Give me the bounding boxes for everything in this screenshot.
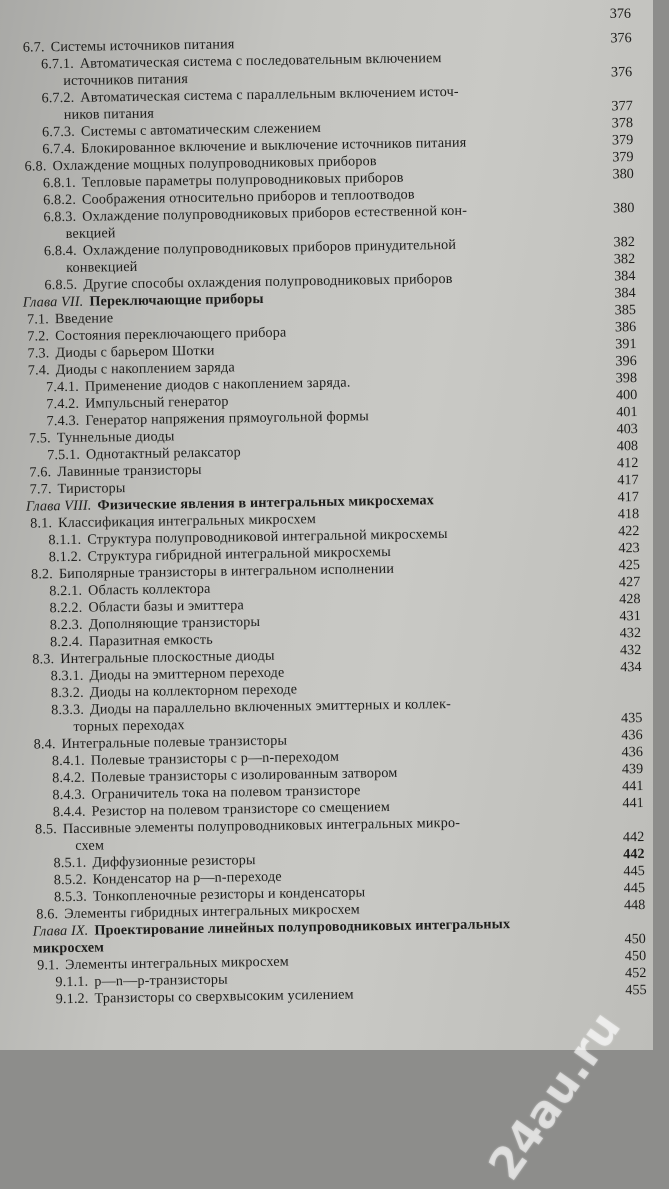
toc-entry [33, 939, 104, 956]
toc-entry-title: Другие способы охлаждения полупроводниковых приборов [83, 270, 453, 293]
toc-entry [23, 36, 235, 55]
toc-entry-number: 6.8. [24, 158, 47, 175]
toc-entry-number: 8.2.3. [49, 616, 83, 634]
toc-entry-title: Тиристоры [57, 480, 126, 498]
toc-entry-number: 7.4.3. [46, 412, 80, 430]
toc-entry-number: 8.3. [32, 651, 55, 668]
toc-entry-number: 7.4.2. [46, 395, 80, 413]
toc-entry-title: Состояния переключающего прибора [55, 324, 287, 345]
toc-entry [46, 393, 229, 412]
toc-entry-title: Диффузионные резисторы [92, 852, 256, 871]
toc-entry-number: 7.5.1. [47, 446, 81, 464]
toc-entry-number: Глава IX. [32, 922, 89, 940]
toc-entry-page: 427 [618, 574, 641, 591]
toc-entry-title: Тонкопленочные резисторы и конденсаторы [92, 884, 366, 905]
toc-entry-title: p—n—p-транзисторы [94, 971, 228, 990]
toc-entry-title: Введение [54, 310, 114, 328]
toc-entry-title: Однотактный релаксатор [85, 444, 241, 463]
toc-entry [50, 614, 261, 633]
toc-entry-page: 396 [615, 353, 637, 370]
toc-entry-title: Применение диодов с накоплением заряда. [84, 374, 351, 395]
toc-entry-page: 439 [621, 760, 644, 778]
toc-entry-number: 9.1. [37, 957, 60, 974]
toc-entry-title: Паразитная емкость [88, 631, 213, 650]
toc-entry-title: Транзисторы со сверхвысоким усилением [94, 986, 354, 1007]
toc-entry [27, 343, 214, 362]
toc-entry-page: 418 [617, 506, 640, 523]
toc-entry-number: 8.2.2. [49, 599, 83, 617]
toc-entry-page: 376 [610, 30, 632, 47]
toc-entry-number: 7.3. [27, 345, 50, 362]
toc-entry-page: 442 [622, 828, 645, 846]
chapter-heading [23, 291, 264, 311]
toc-entry-title: Системы с автоматическим слежением [80, 119, 322, 140]
toc-entry-number: 8.5.3. [53, 888, 88, 906]
toc-entry-number: 6.8.2. [43, 191, 77, 209]
toc-entry [64, 106, 154, 123]
toc-entry-title: Резистор на полевом транзисторе со смещением [91, 798, 391, 820]
toc-entry-title: торных переходах [73, 717, 185, 735]
toc-entry-page: 403 [616, 421, 638, 438]
toc-entry-title: Диоды на коллекторном переходе [89, 681, 298, 701]
toc-entry-page: 441 [622, 794, 644, 812]
toc-entry-title: Классификация интегральных микросхем [57, 511, 317, 532]
toc-entry-number: 8.6. [36, 906, 59, 923]
toc-entry-page: 386 [614, 319, 637, 336]
toc-entry-page: 398 [615, 370, 638, 387]
toc-entry [49, 581, 211, 600]
toc-entry-number: 8.5.1. [53, 854, 87, 872]
toc-entry-title: ников питания [63, 105, 155, 124]
toc-entry [53, 852, 255, 871]
toc-entry-page: 379 [611, 132, 634, 149]
top-page-number: 376 [609, 6, 631, 22]
toc-entry-page: 452 [624, 964, 647, 982]
toc-entry-number: 7.7. [29, 481, 52, 498]
toc-entry-title: Пассивные элементы полупроводниковых интегральных микро- [62, 814, 461, 838]
toc-entry-page: 385 [614, 302, 637, 319]
toc-entry-page: 448 [623, 896, 646, 914]
toc-entry-number: 7.5. [28, 430, 51, 447]
toc-entry-title: Блокированное включение и выключение источников питания [81, 134, 467, 157]
toc-entry-title: Соображения относительно приборов и теплоотводов [81, 186, 415, 208]
toc-entry-page: 441 [622, 777, 644, 795]
toc-entry-title: Полевые транзисторы с изолированным затвором [90, 764, 398, 786]
toc-entry-title: Импульсный генератор [85, 393, 229, 412]
toc-entry-page: 436 [621, 726, 643, 744]
toc-entry-number: Глава VII. [22, 293, 84, 311]
toc-entry-number: 8.1.2. [48, 548, 82, 566]
toc-entry-page: 445 [623, 862, 645, 880]
toc-entry-title: Туннельные диоды [56, 428, 175, 447]
toc-entry [56, 987, 354, 1008]
toc-entry-page: 445 [623, 879, 646, 897]
toc-entry-number: 8.5.2. [53, 871, 87, 889]
toc-entry-number: 7.2. [27, 328, 50, 345]
toc-entry [29, 462, 201, 481]
toc-entry-number: 6.8.3. [43, 208, 77, 226]
toc-entry-number: 6.7.1. [40, 55, 74, 73]
toc-entry-page: 417 [617, 489, 640, 506]
toc-entry-title: Область коллектора [87, 580, 211, 599]
toc-entry-title: Интегральные полевые транзисторы [61, 732, 288, 753]
toc-entry [28, 359, 235, 378]
toc-entry-page: 384 [614, 285, 636, 302]
toc-entry-page: 450 [624, 930, 646, 948]
toc-entry-page: 401 [616, 404, 638, 421]
toc-entry-number: 6.7.4. [42, 140, 76, 158]
toc-entry-number: 8.2.4. [49, 633, 84, 651]
toc-entry-page: 432 [619, 642, 642, 659]
toc-entry-page: 434 [620, 659, 642, 676]
toc-entry-number: 6.7.3. [41, 123, 76, 141]
toc-entry-title: Элементы интегральных микросхем [64, 953, 289, 974]
toc-entry-title: Генератор напряжения прямоугольной формы [85, 408, 369, 429]
toc-entry-number: 6.8.5. [44, 276, 78, 294]
toc-entry-title: Диоды с накоплением заряда [55, 359, 235, 379]
toc-entry-title: Переключающие приборы [89, 290, 264, 310]
toc-entry [75, 837, 104, 853]
toc-entry-number: 7.4.1. [45, 378, 80, 396]
toc-entry-number: 8.1. [30, 515, 53, 532]
toc-entry-page: 423 [618, 540, 640, 557]
toc-entry-title: микросхем [32, 939, 105, 957]
toc-entry-page: 435 [620, 709, 643, 727]
toc-entry-title: Охлаждение мощных полупроводниковых приборов [52, 153, 377, 175]
toc-entry-title: Тепловые параметры полупроводниковых приборов [81, 169, 404, 191]
toc-entry-title: Области базы и эмиттера [88, 597, 245, 616]
toc-entry-page: 432 [619, 625, 642, 642]
toc-entry-title: Биполярные транзисторы в интегральном исполнении [58, 560, 395, 583]
toc-entry [27, 325, 286, 345]
watermark: 24au.ru [479, 1002, 631, 1189]
toc-entry-title: источников питания [63, 71, 189, 90]
toc-entry-page: 422 [618, 523, 640, 540]
toc-entry [63, 71, 188, 89]
toc-entry [37, 954, 289, 974]
toc-entry-number: 8.4.3. [52, 786, 86, 804]
toc-entry-page: 379 [612, 149, 634, 166]
toc-entry-title: конвекцией [66, 258, 138, 276]
toc-entry-title: Диоды с барьером Шотки [55, 342, 215, 362]
toc-entry [46, 375, 351, 396]
toc-entry-title: Лавинные транзисторы [57, 461, 202, 481]
toc-entry-title: векцией [65, 225, 116, 242]
toc-entry-number: 6.7.2. [41, 89, 75, 107]
toc-entry-number: 7.1. [26, 311, 50, 328]
toc-entry-page: 382 [613, 234, 636, 251]
toc-entry-page: 442 [623, 845, 645, 863]
toc-entry-title: Полевые транзисторы с p—n-переходом [90, 748, 340, 769]
toc-entry-title: Интегральные плоскостные диоды [60, 647, 275, 668]
toc-entry-page: 436 [621, 743, 644, 761]
toc-entry-page: 417 [617, 472, 639, 489]
toc-entry-number: 8.2. [30, 566, 54, 583]
toc-entry-page: 380 [612, 200, 635, 217]
toc-entry [66, 259, 137, 276]
toc-entry-number: 8.4.1. [51, 752, 85, 770]
toc-entry-title: Ограничитель тока на полевом транзисторе [91, 782, 361, 803]
toc-entry [73, 717, 185, 735]
toc-entry-number: 7.4. [27, 362, 50, 379]
toc-entry-number: 9.1.1. [55, 973, 89, 991]
toc-entry-number: 6.7. [22, 39, 45, 56]
toc-entry-title: Структура полупроводниковой интегральной микросхемы [87, 526, 448, 548]
toc-entry-page: 425 [618, 557, 641, 574]
toc-entry-number: 9.1.2. [55, 990, 89, 1008]
toc-entry [30, 480, 126, 498]
toc-entry-page: 377 [611, 98, 633, 115]
toc-entry-page: 380 [612, 166, 634, 183]
toc-entry-title: схем [75, 837, 105, 854]
toc-entry-number: 6.8.1. [42, 174, 76, 192]
toc-entry-title: Диоды на эмиттерном переходе [89, 664, 285, 684]
toc-entry-title: Физические явления в интегральных микросхемах [97, 492, 435, 514]
toc-entry-number: 8.4. [33, 736, 56, 753]
toc-entry-title: Диоды на параллельно включенных эмиттерных и коллек- [89, 696, 452, 718]
toc-entry-title: Дополняющие транзисторы [88, 613, 261, 633]
toc-entry-page: 400 [615, 387, 638, 404]
toc-entry [29, 428, 175, 446]
toc-entry [27, 310, 114, 327]
toc-entry-page: 428 [619, 591, 641, 608]
toc-entry-page: 378 [611, 115, 634, 132]
toc-entry-title: Конденсатор на p—n-переходе [92, 868, 282, 888]
toc-entry-title: Элементы гибридных интегральных микросхем [64, 901, 360, 923]
toc-entry-title: Охлаждение полупроводниковых приборов принудительной [82, 236, 457, 259]
toc-entry-number: 8.3.1. [50, 667, 84, 685]
toc-entry-title: Автоматическая система с параллельным включением источ- [80, 83, 459, 106]
toc-entry [50, 632, 213, 651]
toc-entry-page: 408 [616, 438, 639, 455]
toc-entry-title: Структура гибридной интегральной микросхемы [87, 543, 391, 565]
toc-entry-title: Проектирование линейных полупроводниковых интегральных [94, 916, 511, 939]
toc-entry-page: 384 [614, 268, 636, 285]
toc-entry-page: 450 [624, 947, 647, 965]
toc-entry-number: 8.1.1. [48, 531, 82, 549]
toc-entry-number: 8.3.2. [50, 684, 84, 702]
toc-entry [66, 225, 116, 242]
toc-entry-page: 412 [616, 455, 639, 472]
toc-entry-number: 8.2.1. [49, 582, 83, 600]
toc-entry-number: 8.4.4. [52, 803, 86, 821]
toc-entry-page: 376 [610, 64, 633, 81]
toc-entry-title: Системы источников питания [50, 36, 235, 56]
toc-entry [55, 972, 228, 991]
toc-entry-title: Автоматическая система с последовательным включением [79, 50, 442, 72]
toc-entry-number: 7.6. [29, 464, 52, 481]
toc-entry-number: 8.3.3. [51, 701, 85, 719]
toc-entry-number: 6.8.4. [43, 242, 77, 260]
toc-entry-page: 431 [619, 608, 641, 625]
toc-entry-number: Глава VIII. [25, 497, 92, 515]
toc-entry-number: 8.5. [34, 821, 58, 838]
toc-entry-number: 8.4.2. [52, 769, 86, 787]
toc-entry-page: 382 [613, 251, 636, 268]
toc-entry-title: Охлаждение полупроводниковых приборов естественной кон- [82, 202, 468, 225]
toc-entry [47, 444, 241, 463]
toc-entry-page: 391 [615, 336, 637, 353]
toc-entry [49, 597, 244, 616]
toc-entry-page: 455 [625, 981, 647, 999]
